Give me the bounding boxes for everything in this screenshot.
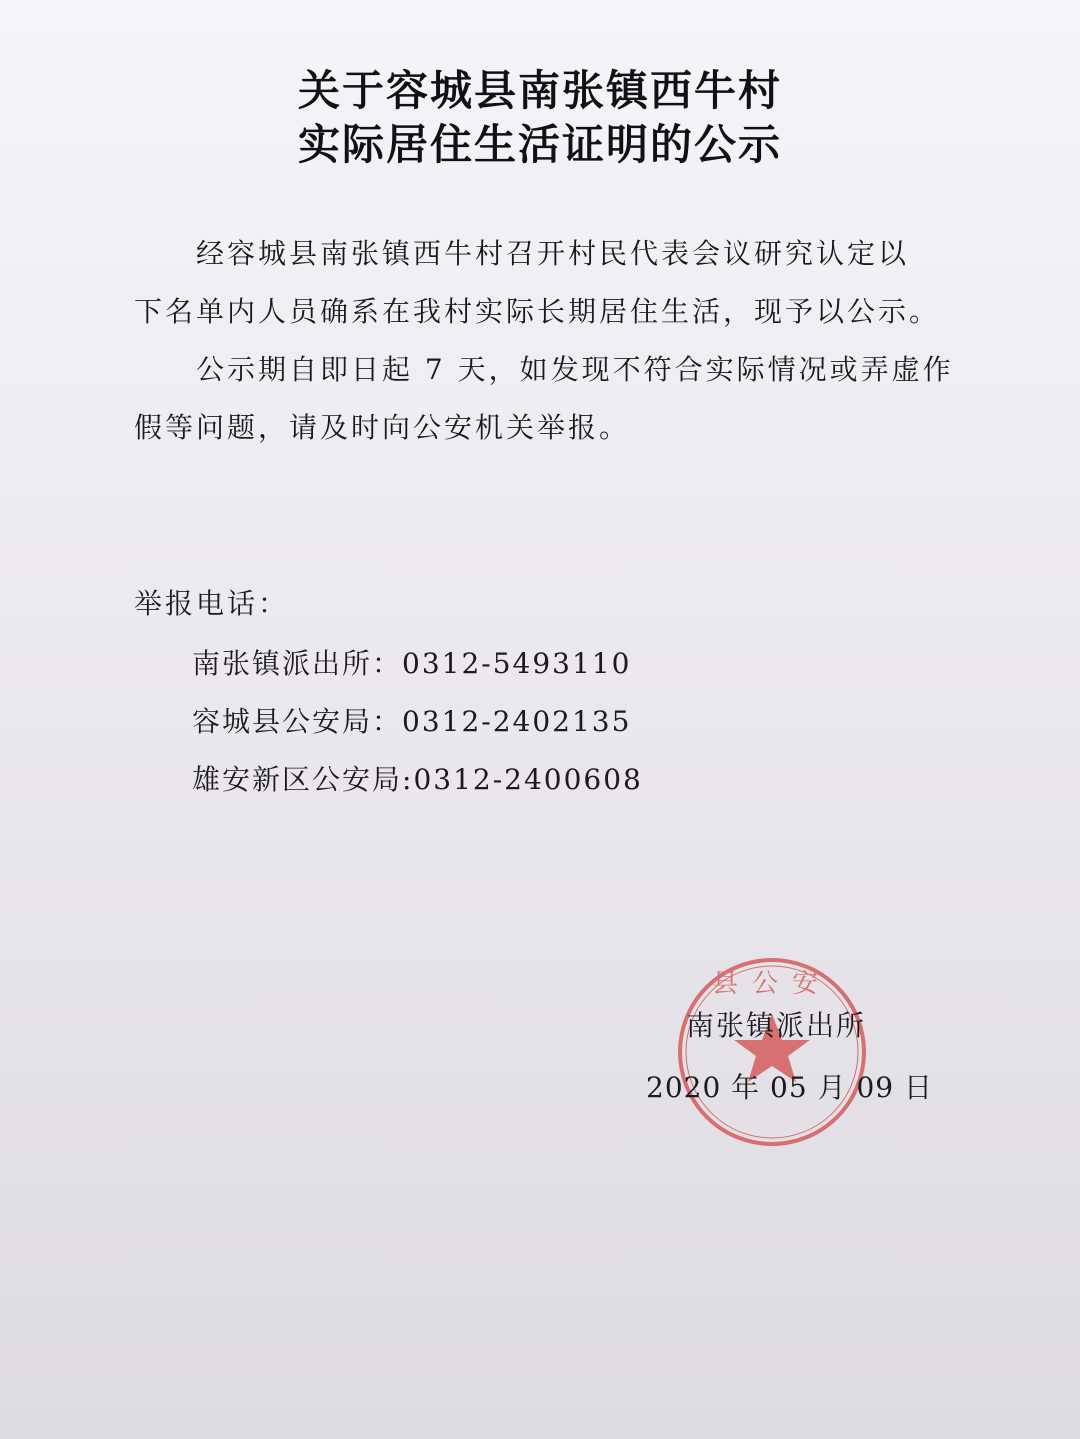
hotline-label: 举报电话： bbox=[134, 587, 290, 620]
paragraph-1-line-1: 经容城县南张镇西牛村召开村民代表会议研究认定以 bbox=[196, 237, 910, 270]
contact-name: 南张镇派出所： bbox=[192, 647, 403, 680]
paragraph-2-line-1: 公示期自即日起 7 天，如发现不符合实际情况或弄虚作 bbox=[196, 353, 954, 386]
contact-phone: 0312-2402135 bbox=[402, 705, 632, 738]
paragraph-1-line-2: 下名单内人员确系在我村实际长期居住生活，现予以公示。 bbox=[134, 295, 941, 328]
contact-phone: 0312-2400608 bbox=[413, 763, 643, 796]
seal-text: 县公安 bbox=[711, 969, 833, 999]
contact-name: 容城县公安局： bbox=[192, 705, 403, 738]
contact-row bbox=[192, 700, 631, 740]
title-line-2: 实际居住生活证明的公示 bbox=[297, 120, 782, 169]
issuer-name: 南张镇派出所 bbox=[686, 1009, 867, 1042]
contact-name: 雄安新区公安局: bbox=[192, 763, 414, 796]
contact-row bbox=[192, 642, 631, 682]
issue-date: 2020 年 05 月 09 日 bbox=[646, 1071, 934, 1104]
paragraph-2-line-2: 假等问题，请及时向公安机关举报。 bbox=[134, 411, 631, 444]
title-line-1: 关于容城县南张镇西牛村 bbox=[297, 66, 782, 115]
contact-row bbox=[192, 758, 643, 798]
contact-phone: 0312-5493110 bbox=[402, 647, 632, 680]
official-seal-icon bbox=[672, 952, 872, 1152]
